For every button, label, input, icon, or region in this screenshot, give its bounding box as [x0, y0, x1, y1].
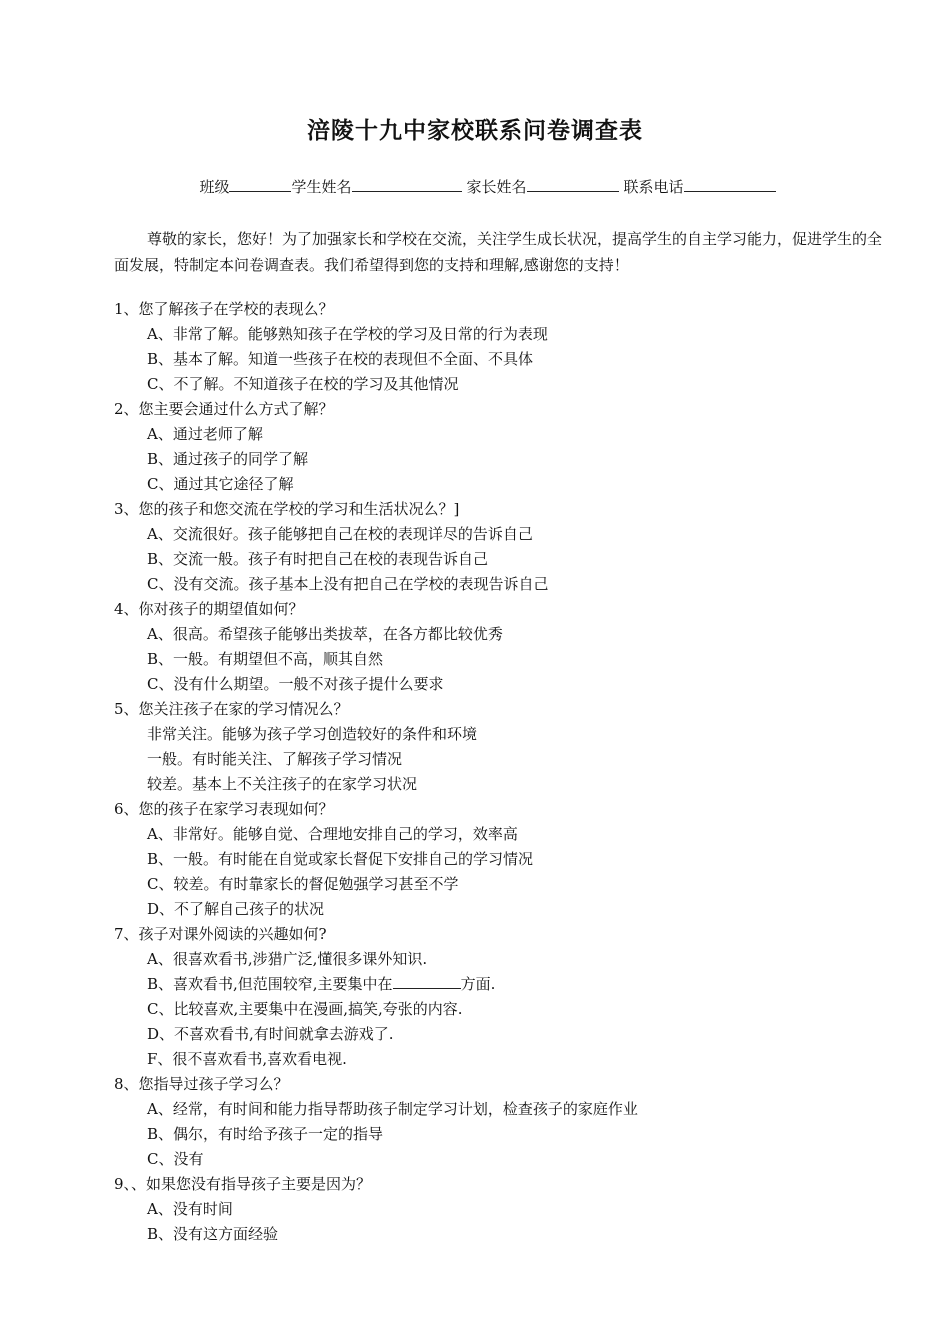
question-6-option[interactable]: A、非常好。能够自觉、合理地安排自己的学习，效率高: [147, 825, 518, 843]
question-9-option[interactable]: B、没有这方面经验: [147, 1225, 279, 1243]
question-1-option[interactable]: B、基本了解。知道一些孩子在校的表现但不全面、不具体: [147, 350, 534, 368]
question-5-option[interactable]: 一般。有时能关注、了解孩子学习情况: [147, 750, 403, 768]
question-1-option[interactable]: A、非常了解。能够熟知孩子在学校的学习及日常的行为表现: [147, 325, 548, 343]
question-4: 4、你对孩子的期望值如何？: [114, 600, 304, 618]
question-1: 1、您了解孩子在学校的表现么？: [114, 300, 334, 318]
question-6-option[interactable]: B、一般。有时能在自觉或家长督促下安排自己的学习情况: [147, 850, 534, 868]
question-7-option[interactable]: C、比较喜欢,主要集中在漫画,搞笑,夸张的内容.: [147, 1000, 463, 1018]
question-2-option[interactable]: A、通过老师了解: [147, 425, 263, 443]
question-6-option[interactable]: C、较差。有时靠家长的督促勉强学习甚至不学: [147, 875, 459, 893]
question-2: 2、您主要会通过什么方式了解？: [114, 400, 334, 418]
question-8-option[interactable]: A、经常，有时间和能力指导帮助孩子制定学习计划，检查孩子的家庭作业: [147, 1100, 638, 1118]
question-3-option[interactable]: A、交流很好。孩子能够把自己在校的表现详尽的告诉自己: [147, 525, 533, 543]
question-4-option[interactable]: B、一般。有期望但不高，顺其自然: [147, 650, 384, 668]
phone-blank[interactable]: [684, 177, 776, 192]
question-3: 3、您的孩子和您交流在学校的学习和生活状况么？]: [114, 500, 460, 518]
parent-name-blank[interactable]: [527, 177, 619, 192]
question-8-option[interactable]: B、偶尔，有时给予孩子一定的指导: [147, 1125, 384, 1143]
question-4-option[interactable]: A、很高。希望孩子能够出类拔萃，在各方都比较优秀: [147, 625, 503, 643]
question-7-option[interactable]: F、很不喜欢看书,喜欢看电视.: [147, 1050, 347, 1068]
question-7-option[interactable]: D、不喜欢看书,有时间就拿去游戏了.: [147, 1025, 394, 1043]
student-label: 学生姓名: [291, 178, 352, 196]
question-6: 6、您的孩子在家学习表现如何？: [114, 800, 334, 818]
question-7: 7、孩子对课外阅读的兴趣如何?: [114, 925, 327, 943]
question-2-option[interactable]: B、通过孩子的同学了解: [147, 450, 309, 468]
parent-label: 家长姓名: [466, 178, 527, 196]
question-7-option[interactable]: [114, 972, 884, 997]
question-4-option[interactable]: C、没有什么期望。一般不对孩子提什么要求: [147, 675, 444, 693]
question-1-option[interactable]: C、不了解。不知道孩子在校的学习及其他情况: [147, 375, 459, 393]
question-9-option[interactable]: A、没有时间: [147, 1200, 233, 1218]
student-name-blank[interactable]: [352, 177, 462, 192]
option-text: 方面.: [460, 975, 496, 993]
question-5-option[interactable]: 非常关注。能够为孩子学习创造较好的条件和环境: [147, 725, 478, 743]
question-8-option[interactable]: C、没有: [147, 1150, 204, 1168]
phone-label: 联系电话: [623, 178, 684, 196]
question-5-option[interactable]: 较差。基本上不关注孩子的在家学习状况: [147, 775, 418, 793]
page-title: 涪陵十九中家校联系问卷调查表: [307, 118, 643, 144]
question-3-option[interactable]: C、没有交流。孩子基本上没有把自己在学校的表现告诉自己: [147, 575, 549, 593]
question-6-option[interactable]: D、不了解自己孩子的状况: [147, 900, 325, 918]
fill-in-blank[interactable]: [393, 974, 461, 989]
question-list: [114, 297, 884, 1247]
question-7-option[interactable]: A、很喜欢看书,涉猎广泛,懂很多课外知识.: [147, 950, 428, 968]
question-3-option[interactable]: B、交流一般。孩子有时把自己在校的表现告诉自己: [147, 550, 489, 568]
question-5: 5、您关注孩子在家的学习情况么？: [114, 700, 349, 718]
class-blank[interactable]: [229, 177, 291, 192]
question-9: 9、、如果您没有指导孩子主要是因为？: [114, 1175, 372, 1193]
option-text: B、喜欢看书,但范围较窄,主要集中在: [147, 975, 393, 993]
class-label: 班级: [199, 178, 230, 196]
question-2-option[interactable]: C、通过其它途径了解: [147, 475, 294, 493]
question-8: 8、您指导过孩子学习么？: [114, 1075, 289, 1093]
info-fields: [0, 176, 950, 197]
intro-paragraph: 尊敬的家长，您好！为了加强家长和学校在交流，关注学生成长状况，提高学生的自主学习能力，促进学生的全面发展，特制定本问卷调查表。我们希望得到您的支持和理解,感谢您的支持！: [114, 230, 883, 274]
